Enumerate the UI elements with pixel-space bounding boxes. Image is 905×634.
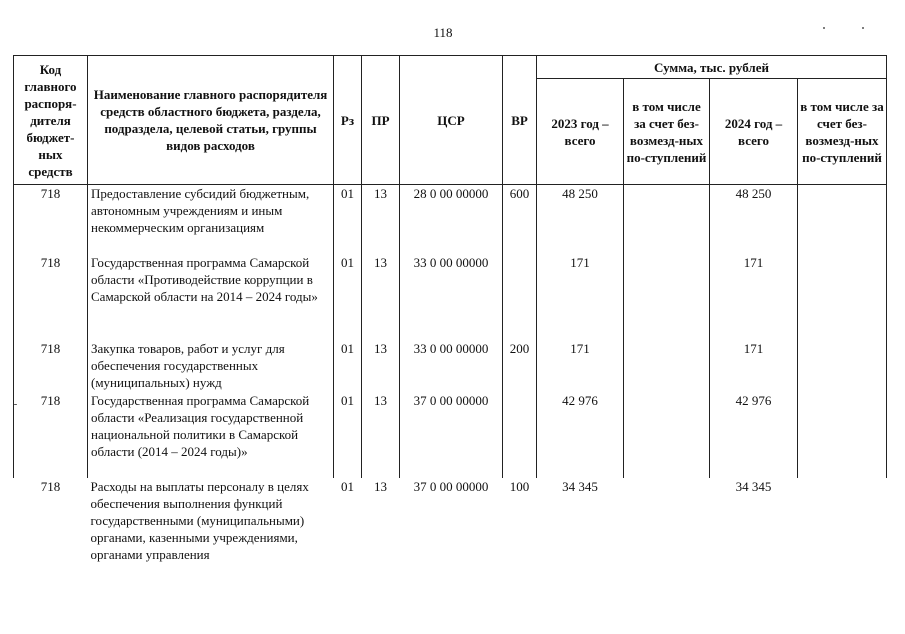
cell-2024-total: 42 976 <box>710 392 798 478</box>
cell-2024-total: 48 250 <box>710 185 798 254</box>
header-2024-free: в том числе за счет без-возмезд-ных по-ступлений <box>798 79 887 185</box>
cell-csr: 28 0 00 00000 <box>400 185 503 254</box>
cell-pr: 13 <box>362 392 400 478</box>
cell-code: 718 <box>40 478 61 494</box>
cell-pr: 13 <box>374 478 387 494</box>
header-row-top <box>14 56 887 79</box>
cell-csr: 33 0 00 00000 <box>400 340 503 392</box>
cell-csr: 37 0 00 00000 <box>413 478 489 494</box>
header-2024-total: 2024 год – всего <box>710 79 798 185</box>
cell-vr <box>503 392 537 478</box>
cell-2023-total: 171 <box>537 254 624 340</box>
cell-2024-total: 171 <box>710 340 798 392</box>
cell-vr: 600 <box>503 185 537 254</box>
cell-code: 718 <box>14 340 88 392</box>
cell-2024-free <box>798 340 887 392</box>
table-row <box>14 392 887 478</box>
cell-code: 718 <box>14 392 88 478</box>
header-2023-free: в том числе за счет без-возмезд-ных по-ступлений <box>624 79 710 185</box>
header-csr: ЦСР <box>400 56 503 185</box>
cell-2023-total: 42 976 <box>537 392 624 478</box>
header-vr: ВР <box>503 56 537 185</box>
header-code: Код главного распоря-дителя бюджет-ных средств <box>14 56 88 185</box>
cell-2024-free <box>798 185 887 254</box>
cell-name: Закупка товаров, работ и услуг для обеспечения государственных (муниципальных) нужд <box>88 340 334 392</box>
table-row <box>14 254 887 340</box>
header-pr: ПР <box>362 56 400 185</box>
cell-2023-free <box>624 254 710 340</box>
scan-speck <box>862 27 864 29</box>
cell-2024-free <box>798 392 887 478</box>
cell-2023-free <box>624 392 710 478</box>
cell-csr: 33 0 00 00000 <box>400 254 503 340</box>
cell-2023-total: 34 345 <box>562 478 598 494</box>
cell-name: Государственная программа Самарской области «Противодействие коррупции в Самарской области на 2014 – 2024 годы» <box>88 254 334 340</box>
cell-rz: 01 <box>341 478 354 494</box>
cell-code: 718 <box>14 254 88 340</box>
cell-rz: 01 <box>334 340 362 392</box>
cell-pr: 13 <box>362 254 400 340</box>
cell-2024-total: 34 345 <box>735 478 772 494</box>
table-row <box>14 340 887 392</box>
cell-rz: 01 <box>334 392 362 478</box>
cell-rz: 01 <box>334 185 362 254</box>
cell-2023-free <box>624 478 710 582</box>
cell-2023-free <box>624 340 710 392</box>
cell-csr: 37 0 00 00000 <box>400 392 503 478</box>
cell-name: Государственная программа Самарской области «Реализация государственной национальной политики в Самарской области (2014 – 2024 годы)» <box>88 392 334 478</box>
cell-code: 718 <box>14 185 88 254</box>
cell-name: Предоставление субсидий бюджетным, автономным учреждениям и иным некоммерческим организациям <box>88 185 334 254</box>
cell-vr: 100 <box>509 478 530 494</box>
header-name: Наименование главного распорядителя средств областного бюджета, раздела, подраздела, целевой статьи, группы видов расходов <box>88 56 334 185</box>
cell-2023-free <box>624 185 710 254</box>
cell-2024-free <box>798 254 887 340</box>
cell-vr: 200 <box>503 340 537 392</box>
budget-table <box>13 55 887 582</box>
cell-vr <box>503 254 537 340</box>
cell-rz: 01 <box>334 254 362 340</box>
header-sum-group: Сумма, тыс. рублей <box>537 56 887 79</box>
cell-2023-total: 171 <box>537 340 624 392</box>
header-2023-total: 2023 год – всего <box>537 79 624 185</box>
cell-2023-total: 48 250 <box>537 185 624 254</box>
cell-name: Расходы на выплаты персоналу в целях обеспечения выполнения функций государственными (муниципальными) органами, казенными учреждениями, органами управления <box>90 478 309 562</box>
page-number: 118 <box>433 25 453 40</box>
header-rz: Рз <box>334 56 362 185</box>
cell-2024-free <box>798 478 887 582</box>
cell-pr: 13 <box>362 185 400 254</box>
cell-pr: 13 <box>362 340 400 392</box>
table-row <box>14 185 887 254</box>
scan-speck <box>823 27 825 29</box>
table-row <box>14 478 887 582</box>
cell-2024-total: 171 <box>710 254 798 340</box>
